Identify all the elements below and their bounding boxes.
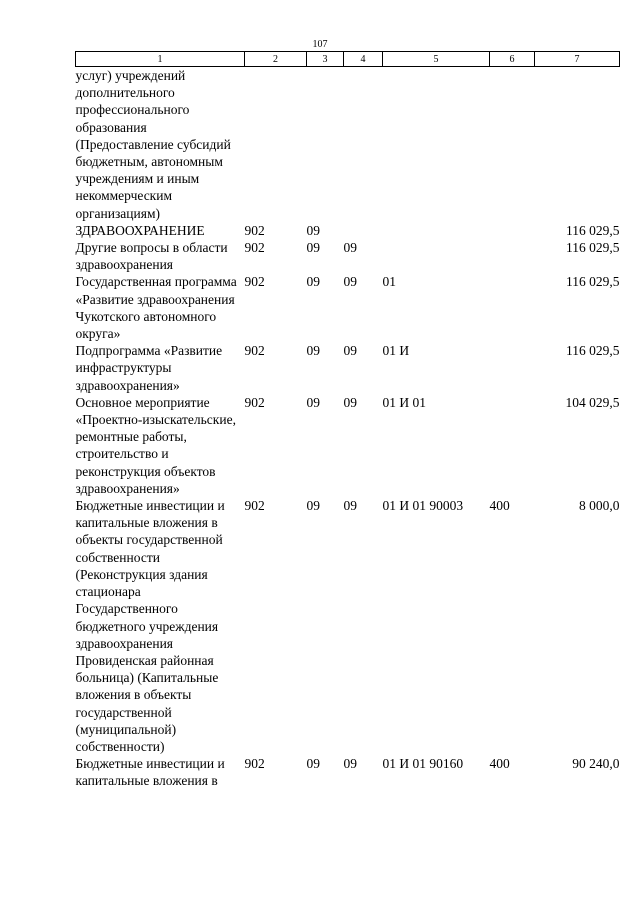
row-col4 bbox=[344, 222, 383, 239]
row-col5: 01 И bbox=[382, 343, 410, 359]
column-header-7: 7 bbox=[535, 52, 620, 67]
row-amount: 116 029,5 bbox=[566, 274, 620, 290]
row-col4: 09 bbox=[343, 240, 357, 256]
table-row bbox=[76, 239, 620, 273]
page-number: 107 bbox=[312, 39, 328, 50]
row-col4: 09 bbox=[343, 343, 357, 359]
table-row bbox=[76, 497, 620, 755]
table-header bbox=[76, 52, 620, 67]
row-amount: 116 029,5 bbox=[566, 222, 620, 238]
row-col2: 902 bbox=[244, 756, 265, 772]
row-col4 bbox=[344, 67, 383, 222]
row-col5 bbox=[383, 67, 490, 222]
row-name: Другие вопросы в области здравоохранения bbox=[75, 240, 228, 273]
row-name: Подпрограмма «Развитие инфраструктуры здравоохранения» bbox=[75, 343, 223, 393]
table-row bbox=[76, 755, 620, 789]
row-amount bbox=[535, 67, 620, 222]
column-header-1: 1 bbox=[76, 52, 245, 67]
row-col6 bbox=[490, 222, 535, 239]
row-col2: 902 bbox=[244, 394, 265, 410]
table-row bbox=[76, 222, 620, 239]
table-row bbox=[76, 342, 620, 394]
row-col3: 09 bbox=[306, 756, 320, 772]
row-col6 bbox=[490, 394, 535, 497]
column-header-2: 2 bbox=[245, 52, 307, 67]
table-row bbox=[76, 67, 620, 222]
row-col2 bbox=[245, 67, 307, 222]
row-col4: 09 bbox=[343, 394, 357, 410]
row-col5: 01 bbox=[382, 274, 396, 290]
row-col3: 09 bbox=[306, 240, 320, 256]
row-name: услуг) учреждений дополнительного профессионального образования (Предоставление субсидий бюджетным, автономным учреждениям и иным некоммерческим организациям) bbox=[75, 68, 231, 221]
row-amount: 104 029,5 bbox=[565, 394, 620, 410]
row-name: Основное мероприятие «Проектно-изыскательские, ремонтные работы, строительство и реконструкция объектов здравоохранения» bbox=[75, 394, 236, 496]
row-name: Государственная программа «Развитие здравоохранения Чукотского автономного округа» bbox=[75, 274, 237, 342]
row-col3: 09 bbox=[306, 394, 320, 410]
row-col5 bbox=[383, 222, 490, 239]
row-col6 bbox=[490, 342, 535, 394]
row-col3: 09 bbox=[306, 498, 320, 514]
row-col3: 09 bbox=[306, 274, 320, 290]
row-name: Бюджетные инвестиции и капитальные вложения в объекты государственной собственности (Реконструкция здания стационара Государственного бюджетного учреждения здравоохранения Провиденская районная больница) (Капитальные вложения в объекты государственной (муниципальной) собственности) bbox=[75, 498, 225, 754]
row-col5: 01 И 01 90160 bbox=[382, 756, 464, 772]
row-col2: 902 bbox=[244, 498, 265, 514]
column-header-6: 6 bbox=[490, 52, 535, 67]
table-row bbox=[76, 394, 620, 497]
row-col6: 400 bbox=[489, 756, 510, 772]
column-header-5: 5 bbox=[383, 52, 490, 67]
row-col3: 09 bbox=[306, 222, 320, 238]
row-col4: 09 bbox=[343, 498, 357, 514]
budget-table bbox=[75, 51, 620, 790]
row-col6 bbox=[490, 273, 535, 342]
column-header-3: 3 bbox=[307, 52, 344, 67]
row-amount: 90 240,0 bbox=[572, 756, 620, 772]
row-amount: 116 029,5 bbox=[566, 343, 620, 359]
row-col5: 01 И 01 90003 bbox=[382, 498, 464, 514]
row-col6: 400 bbox=[489, 498, 510, 514]
row-col2: 902 bbox=[244, 274, 265, 290]
column-header-4: 4 bbox=[344, 52, 383, 67]
row-name: ЗДРАВООХРАНЕНИЕ bbox=[75, 222, 205, 238]
row-col5: 01 И 01 bbox=[382, 394, 426, 410]
row-col2: 902 bbox=[244, 222, 265, 238]
table-row bbox=[76, 273, 620, 342]
row-col5 bbox=[383, 239, 490, 273]
row-amount: 116 029,5 bbox=[566, 240, 620, 256]
header-row bbox=[76, 52, 620, 67]
row-col4: 09 bbox=[343, 274, 357, 290]
row-col4: 09 bbox=[343, 756, 357, 772]
row-col3: 09 bbox=[306, 343, 320, 359]
row-col2: 902 bbox=[244, 343, 265, 359]
row-amount: 8 000,0 bbox=[579, 498, 620, 514]
row-name: Бюджетные инвестиции и капитальные вложения в bbox=[75, 756, 225, 789]
row-col6 bbox=[490, 239, 535, 273]
row-col2: 902 bbox=[244, 240, 265, 256]
row-col3 bbox=[307, 67, 344, 222]
row-col6 bbox=[490, 67, 535, 222]
